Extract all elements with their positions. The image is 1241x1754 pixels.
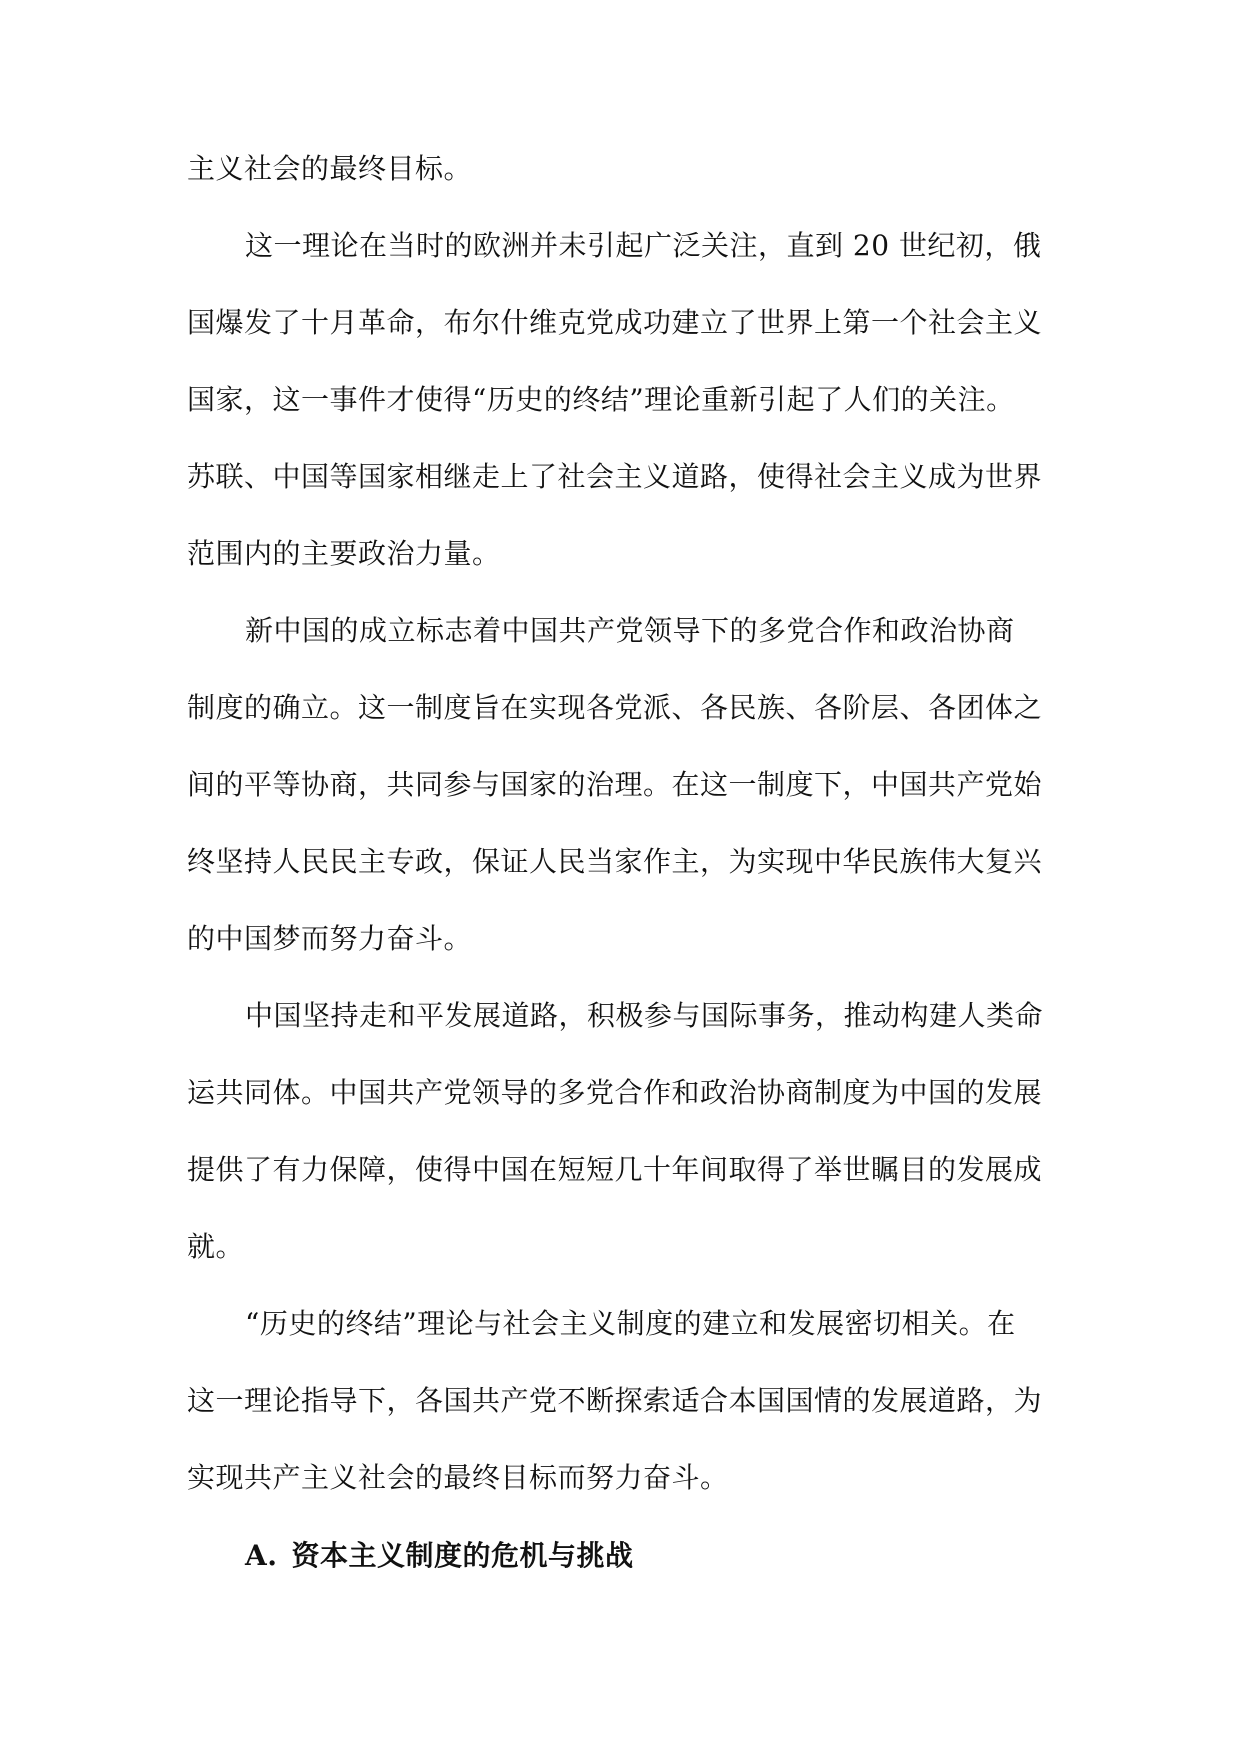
section-heading-marker: A. <box>245 1539 278 1572</box>
text-line: 国爆发了十月革命，布尔什维克党成功建立了世界上第一个社会主义 <box>187 306 1043 339</box>
text-line: “历史的终结”理论与社会主义制度的建立和发展密切相关。在 <box>245 1307 1016 1340</box>
text-line: 提供了有力保障，使得中国在短短几十年间取得了举世瞩目的发展成 <box>187 1153 1043 1186</box>
text-line: 实现共产主义社会的最终目标而努力奋斗。 <box>187 1461 729 1494</box>
text-line: 就。 <box>187 1230 245 1263</box>
text-line: 新中国的成立标志着中国共产党领导下的多党合作和政治协商 <box>245 614 1015 647</box>
text-line: 范围内的主要政治力量。 <box>187 537 501 570</box>
text-line: 间的平等协商，共同参与国家的治理。在这一制度下，中国共产党始 <box>187 768 1043 801</box>
text-line: 中国坚持走和平发展道路，积极参与国际事务，推动构建人类命 <box>245 999 1044 1032</box>
text-line: 运共同体。中国共产党领导的多党合作和政治协商制度为中国的发展 <box>187 1076 1043 1109</box>
text-line: 这一理论指导下，各国共产党不断探索适合本国国情的发展道路，为 <box>187 1384 1043 1417</box>
text-line: 终坚持人民民主专政，保证人民当家作主，为实现中华民族伟大复兴 <box>187 845 1043 878</box>
text-line: 国家，这一事件才使得“历史的终结”理论重新引起了人们的关注。 <box>187 383 1015 416</box>
text-line: 这一理论在当时的欧洲并未引起广泛关注，直到 20 世纪初，俄 <box>245 229 1042 262</box>
section-heading-title: 资本主义制度的危机与挑战 <box>291 1539 634 1572</box>
section-heading <box>245 1538 634 1574</box>
text-line: 制度的确立。这一制度旨在实现各党派、各民族、各阶层、各团体之 <box>187 691 1043 724</box>
text-line: 主义社会的最终目标。 <box>187 152 473 185</box>
text-line: 苏联、中国等国家相继走上了社会主义道路，使得社会主义成为世界 <box>187 460 1043 493</box>
text-line: 的中国梦而努力奋斗。 <box>187 922 473 955</box>
